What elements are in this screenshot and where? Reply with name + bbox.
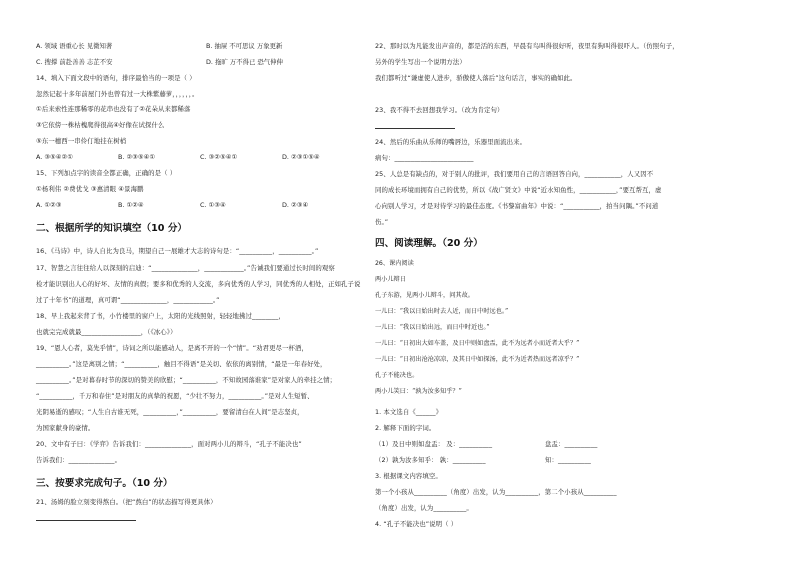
q23-text: 23、我不得不去回想我学习。（改为肯定句）: [375, 106, 504, 114]
subq-2-a: （1）及日中则如盘盂： 及：__________: [375, 440, 493, 448]
q19-line-5: 光阴易逝的感叹；“人生自古谁无死，__________，”__________，要留清白在人间”是志坚贞，: [36, 408, 304, 416]
q15-option-c: C. ①③④: [200, 201, 226, 209]
q13-option-b: B. 抽屉 不可思议 万象更新: [206, 42, 283, 50]
q14-sentence-1: ①后来索性连那稀零的花串也没有了②花朵从来都稀落: [36, 105, 191, 113]
q14-option-c: C. ③②⑤④①: [200, 153, 238, 161]
q22-line-3: 我们都听过“谦虚使人进步，骄傲使人落后”这句话言，事实的确如此。: [375, 74, 577, 82]
q15-option-d: D. ②③④: [282, 201, 309, 209]
q20-line-2: 告诉我们：______________。: [36, 456, 122, 464]
q22-line-2: 另外的学生写出一个说明方法）: [375, 58, 466, 66]
q21-text: 21、汤姆的脸立刻变得熬白。（把“熬白”的状态描写得更具体）: [36, 498, 217, 506]
subq-2: 2. 解释下面的字词。: [375, 424, 436, 432]
q15-stem: 15、下列加点字的读音全都正确，正确的是（ ）: [36, 169, 177, 177]
q17-line-2: 检才能识别出人心的好坏、友情的真假；要多和优秀的人交流，多向优秀的人学习，同优秀的人相处，正如孔子说: [36, 280, 361, 288]
q19-line-6: 为国家献身的豪情。: [36, 424, 95, 432]
q22-line-1: 22、那时以为凡能发出声音的，都是活的东西，早晨有鸟叫得很好听，夜里有狗叫得很吓人。（仿照句子，: [375, 42, 679, 50]
subq-4: 4. “孔子不能决也”说明（ ）: [375, 520, 458, 528]
q23-answer-blank[interactable]: [375, 128, 455, 129]
q16-text: 16、《马诗》中，诗人自比为良马，期望自己一展雄才大志的诗句是：“__________，__________。”: [36, 247, 319, 255]
subq-3: 3. 根据课文内容填空。: [375, 472, 442, 480]
q14-text: 忽然记起十多年前屋门外也曾有过一大株紫藤萝，，，，，，。: [36, 90, 199, 98]
q13-option-d: D. 拖旷 万不得已 恐气伸伸: [206, 58, 283, 66]
q18-line-1: 18、早上我起来背了书，小竹楼里的窗户上，太阳的光线照射，轻轻地拂过________，: [36, 312, 285, 320]
q13-option-c: C. 搜撑 前赴善善 志芷不安: [36, 58, 113, 66]
q24-line-1: 24、然后的乐曲从乐师的嘴唇边，乐器里面流出来。: [375, 138, 527, 146]
q14-option-a: A. ③⑤④②①: [36, 153, 73, 161]
q14-sentence-3: ⑤东一穗西一串伶仃地挂在树梢: [36, 137, 127, 145]
q17-line-3: 过了十年书”的道理，真可谓“______________，____________。”: [36, 296, 220, 304]
q15-option-a: A. ①②③: [36, 201, 62, 209]
passage-line-5: 一儿曰：“日初出沧沧凉凉，及其日中如探汤，此不为近者热而远者凉乎？”: [375, 356, 580, 363]
subq-1: 1. 本文选自《______》: [375, 408, 443, 416]
q26-title: 26、课内阅读: [375, 260, 414, 267]
section-2-title: 二、根据所学的知识填空（10 分）: [36, 223, 188, 234]
passage-line-4: 一儿曰：“日初出大如车盖，及日中则如盘盂，此不为远者小而近者大乎？”: [375, 340, 580, 347]
passage-line-1: 孔子东游，见两小儿辩斗，问其故。: [375, 292, 474, 299]
passage-line-3: 一儿曰：“我以日始出远，而日中时近也。”: [375, 324, 490, 331]
q25-line-3: 心向别人学习，才是对待学习的最佳态度。《书黎富曲年》中说：“___________，拍当问隅。”不问道: [375, 202, 659, 210]
subq-2-b: （2）孰为汝多知乎： 孰：__________: [375, 456, 486, 464]
q24-line-2: 病句：________________________: [375, 154, 474, 162]
q19-line-2: __________。”这是离别之情；“__________，触目不得语”是关切、依依的离别情，“最是一年春好处，: [36, 360, 327, 368]
q18-line-2: 也就完完成就最__________________，（《冰心》）: [36, 328, 177, 336]
q25-line-2: 同的成长环境而拥有自己的优势，所以《战广贤文》中说“近水知鱼性，___________，”要互帮互，虚: [375, 186, 662, 194]
subq-2-b2: 知：__________: [545, 456, 591, 464]
subq-2-a2: 盘盂：__________: [545, 440, 598, 448]
passage-line-6: 孔子不能决也。: [375, 372, 419, 379]
q19-line-4: “__________，千万和春住”是对朋友的真挚的祝愿，“少壮不努力，__________。”是对人生短暂、: [36, 392, 314, 400]
section-4-title: 四、阅读理解。（20 分）: [375, 238, 483, 249]
q14-stem: 14、填入下面文段中的语句，排序最恰当的一项是（ ）: [36, 74, 196, 82]
section-3-title: 三、按要求完成句子。（10 分）: [36, 478, 173, 489]
q19-line-3: __________。”是对暮春时节的深切的赞美的欣慰；“__________，不知故园落谁家”是对家人的牵挂之情；: [36, 376, 337, 384]
q13-option-a: A. 领域 语重心长 见微知著: [36, 42, 113, 50]
passage-line-7: 两小儿笑曰：“孰为汝多知乎？”: [375, 388, 462, 395]
q25-line-4: 伤。”: [375, 218, 389, 226]
q14-option-b: B. ②③⑤④①: [118, 153, 156, 161]
q15-option-b: B. ①②④: [118, 201, 144, 209]
passage-title: 两小儿辩日: [375, 276, 406, 283]
q25-line-1: 25、人总是有缺点的，对于别人的批评，我们要用自己的言语回答自向，___________，人又因不: [375, 170, 654, 178]
q14-sentence-2: ③它依傍一株枯槐爬得很高④好像在试探什么: [36, 121, 165, 129]
passage-line-2: 一儿曰：“我以日始出时去人近，而日中时远也。”: [375, 308, 509, 315]
q20-line-1: 20、文中有子曰：《学弈》告诉我们：______________，面对两小儿的辩斗，“孔子不能决也”: [36, 440, 302, 448]
q19-line-1: 19、“恩人心者，莫先乎情”，诗词之所以能感动人，是离不开的一个“情”。“劝君更尽一杯酒，: [36, 344, 309, 352]
q21-answer-blank[interactable]: [36, 520, 136, 521]
subq-3-a: 第一个小孩从__________（角度）出发，认为__________，第二个小孩从__________: [375, 488, 617, 496]
q15-line: ①杨利伟 ②费优戈 ③惠清眼 ④景海鹏: [36, 185, 144, 193]
q14-option-d: D. ②③①⑤④: [282, 153, 320, 161]
q17-line-1: 17、智慧之言往往给人以深刻的启迪：“______________，____________。”告诫我们要通过长时间的观察: [36, 264, 335, 272]
subq-3-b: （角度）出发，认为__________。: [375, 504, 473, 512]
